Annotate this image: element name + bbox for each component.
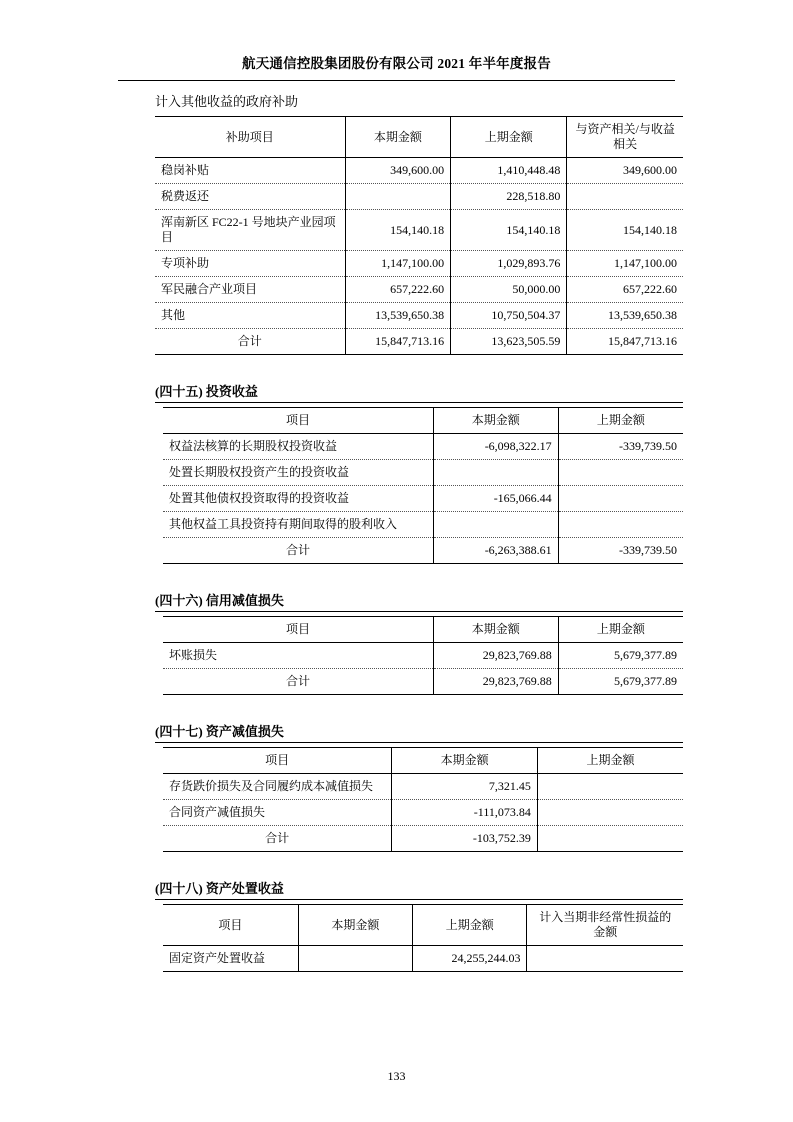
column-header: 上期金额	[537, 748, 683, 774]
column-header: 本期金额	[433, 408, 558, 434]
row-value: 228,518.80	[451, 184, 567, 210]
row-value: 154,140.18	[567, 210, 683, 251]
row-value: 5,679,377.89	[558, 643, 683, 669]
column-header: 本期金额	[392, 748, 538, 774]
header-divider	[118, 80, 675, 81]
row-value: 657,222.60	[567, 277, 683, 303]
column-header: 与资产相关/与收益相关	[567, 117, 683, 158]
row-value: 1,147,100.00	[345, 251, 451, 277]
section-47	[155, 721, 683, 852]
table-row	[163, 512, 683, 538]
table-row	[155, 277, 683, 303]
column-header: 上期金额	[558, 617, 683, 643]
section-47-title: (四十七) 资产减值损失	[155, 721, 683, 743]
table-row	[155, 303, 683, 329]
row-label: 处置长期股权投资产生的投资收益	[163, 460, 433, 486]
page-number: 133	[387, 1069, 406, 1083]
section-46-title: (四十六) 信用减值损失	[155, 590, 683, 612]
table-row	[155, 210, 683, 251]
row-value: 29,823,769.88	[433, 643, 558, 669]
row-value: 349,600.00	[345, 158, 451, 184]
total-label: 合计	[265, 831, 290, 845]
row-value: 657,222.60	[345, 277, 451, 303]
total-value: -103,752.39	[392, 826, 538, 852]
row-value: -111,073.84	[392, 800, 538, 826]
investment-income-table	[163, 407, 683, 564]
column-header: 项目	[163, 617, 433, 643]
credit-impairment-table	[163, 616, 683, 695]
row-value	[537, 800, 683, 826]
row-value	[558, 460, 683, 486]
section-48	[155, 878, 683, 972]
column-header: 项目	[163, 408, 433, 434]
row-label: 固定资产处置收益	[169, 951, 266, 965]
row-label: 坏账损失	[163, 643, 433, 669]
table-header-row	[163, 617, 683, 643]
row-value	[527, 946, 683, 972]
row-value	[558, 486, 683, 512]
row-label: 其他	[155, 303, 345, 329]
column-header: 项目	[163, 748, 392, 774]
table-row	[163, 643, 683, 669]
page-header	[0, 0, 793, 72]
row-value: 1,029,893.76	[451, 251, 567, 277]
section-48-title: (四十八) 资产处置收益	[155, 878, 683, 900]
row-value	[567, 184, 683, 210]
column-header: 上期金额	[558, 408, 683, 434]
total-value	[537, 826, 683, 852]
asset-disposal-table	[163, 904, 683, 972]
table-row	[163, 800, 683, 826]
section-45-title: (四十五) 投资收益	[155, 381, 683, 403]
table-row	[155, 251, 683, 277]
column-header: 上期金额	[413, 905, 527, 946]
table-header-row	[163, 408, 683, 434]
row-label: 其他权益工具投资持有期间取得的股利收入	[163, 512, 433, 538]
row-label: 存货跌价损失及合同履约成本减值损失	[163, 774, 392, 800]
table-row	[163, 434, 683, 460]
row-value: 154,140.18	[345, 210, 451, 251]
row-value: 349,600.00	[567, 158, 683, 184]
row-value: 13,539,650.38	[567, 303, 683, 329]
total-value: 15,847,713.16	[567, 329, 683, 355]
row-value: 13,539,650.38	[345, 303, 451, 329]
table-header-row	[163, 905, 683, 946]
table-total-row	[163, 826, 683, 852]
table-row	[163, 486, 683, 512]
row-label: 处置其他债权投资取得的投资收益	[163, 486, 433, 512]
total-value: 15,847,713.16	[345, 329, 451, 355]
row-value: 10,750,504.37	[451, 303, 567, 329]
total-value: 13,623,505.59	[451, 329, 567, 355]
total-label: 合计	[237, 334, 262, 348]
column-header: 上期金额	[451, 117, 567, 158]
table-row	[163, 774, 683, 800]
column-header: 补助项目	[155, 117, 345, 158]
total-value: -339,739.50	[558, 538, 683, 564]
table-row	[155, 158, 683, 184]
table-row	[163, 946, 683, 972]
asset-impairment-table	[163, 747, 683, 852]
row-value: -165,066.44	[433, 486, 558, 512]
row-value: 24,255,244.03	[413, 946, 527, 972]
section-46	[155, 590, 683, 695]
row-label: 稳岗补贴	[155, 158, 345, 184]
total-value: -6,263,388.61	[433, 538, 558, 564]
column-header: 计入当期非经常性损益的金额	[527, 905, 683, 946]
page-content	[155, 91, 683, 972]
row-value: 1,410,448.48	[451, 158, 567, 184]
section-45	[155, 381, 683, 564]
table-row	[163, 460, 683, 486]
row-value	[433, 512, 558, 538]
row-value: -339,739.50	[558, 434, 683, 460]
column-header: 本期金额	[433, 617, 558, 643]
row-label: 权益法核算的长期股权投资收益	[163, 434, 433, 460]
gov-subsidy-table	[155, 116, 683, 355]
row-label: 合同资产减值损失	[163, 800, 392, 826]
total-label: 合计	[285, 674, 310, 688]
row-value	[537, 774, 683, 800]
row-value	[298, 946, 412, 972]
total-label: 合计	[285, 543, 310, 557]
row-value: 154,140.18	[451, 210, 567, 251]
gov-subsidy-title: 计入其他收益的政府补助	[155, 94, 299, 109]
row-value	[345, 184, 451, 210]
table-row	[155, 184, 683, 210]
column-header: 本期金额	[298, 905, 412, 946]
column-header: 本期金额	[345, 117, 451, 158]
row-label: 军民融合产业项目	[155, 277, 345, 303]
table-header-row	[155, 117, 683, 158]
column-header: 项目	[163, 905, 298, 946]
row-value: 50,000.00	[451, 277, 567, 303]
row-value	[433, 460, 558, 486]
row-label: 专项补助	[155, 251, 345, 277]
header-title: 航天通信控股集团股份有限公司 2021 年半年度报告	[242, 56, 551, 71]
row-value: 7,321.45	[392, 774, 538, 800]
row-value	[558, 512, 683, 538]
row-label: 浑南新区 FC22-1 号地块产业园项目	[155, 210, 345, 251]
row-value: -6,098,322.17	[433, 434, 558, 460]
row-label: 税费返还	[155, 184, 345, 210]
table-total-row	[163, 669, 683, 695]
row-value: 1,147,100.00	[567, 251, 683, 277]
table-total-row	[155, 329, 683, 355]
total-value: 29,823,769.88	[433, 669, 558, 695]
total-value: 5,679,377.89	[558, 669, 683, 695]
table-total-row	[163, 538, 683, 564]
table-header-row	[163, 748, 683, 774]
